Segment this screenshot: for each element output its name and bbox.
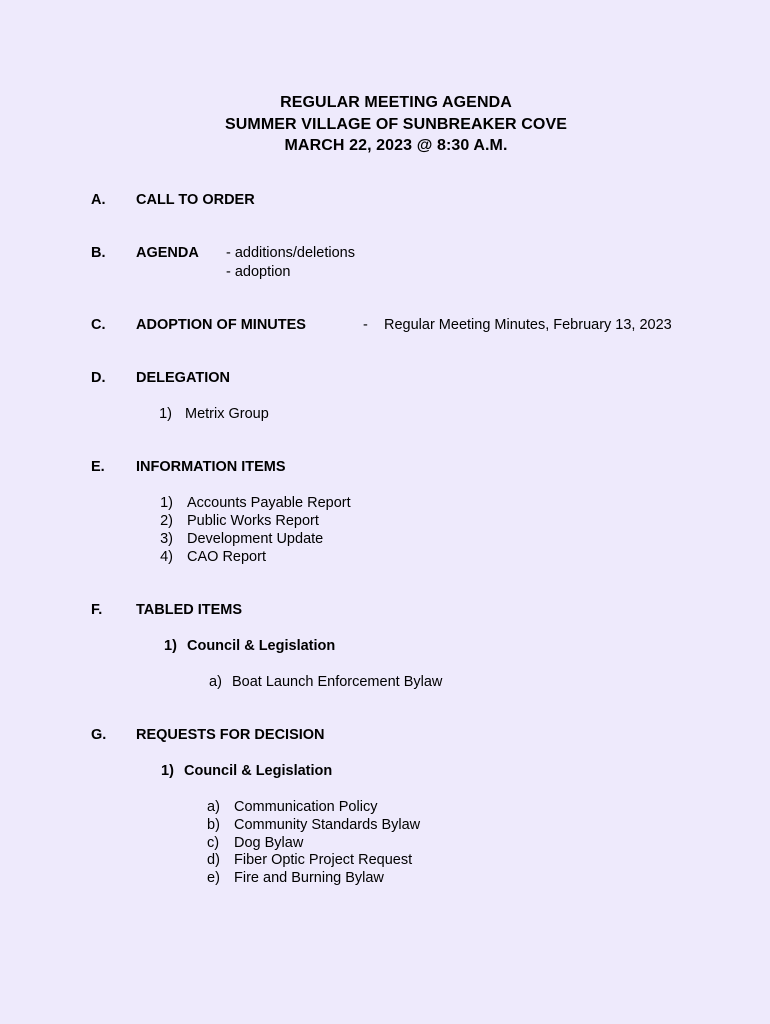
list-item-letter: c): [207, 835, 220, 851]
list-item: Public Works Report: [187, 513, 319, 529]
list-item-number: 1): [160, 495, 173, 511]
section-f-letter: F.: [91, 602, 103, 618]
subsection-heading: Council & Legislation: [187, 638, 336, 654]
subsection-heading: Council & Legislation: [184, 763, 333, 779]
list-item-number: 3): [160, 531, 173, 547]
section-e-letter: E.: [91, 459, 105, 475]
agenda-title: REGULAR MEETING AGENDA: [280, 94, 512, 111]
section-c-heading: ADOPTION OF MINUTES: [136, 317, 306, 333]
list-item: Metrix Group: [185, 406, 269, 422]
list-item: Fire and Burning Bylaw: [234, 870, 384, 886]
list-item: Community Standards Bylaw: [234, 817, 421, 833]
list-item: Communication Policy: [234, 799, 378, 815]
list-item: CAO Report: [187, 549, 266, 565]
list-item-letter: b): [207, 817, 220, 833]
subsection-number: 1): [164, 638, 177, 654]
list-item-letter: a): [207, 799, 220, 815]
section-a-letter: A.: [91, 192, 106, 208]
list-item: Development Update: [187, 531, 324, 547]
section-b-item: - adoption: [226, 264, 291, 280]
subsection-number: 1): [161, 763, 174, 779]
list-item-letter: d): [207, 852, 220, 868]
section-g-heading: REQUESTS FOR DECISION: [136, 727, 325, 743]
section-a-heading: CALL TO ORDER: [136, 192, 255, 208]
list-item-number: 4): [160, 549, 173, 565]
section-c-letter: C.: [91, 317, 106, 333]
section-f-heading: TABLED ITEMS: [136, 602, 243, 618]
list-item: Dog Bylaw: [234, 835, 304, 851]
section-e-heading: INFORMATION ITEMS: [136, 459, 286, 475]
list-item: Fiber Optic Project Request: [234, 852, 413, 868]
section-c-dash: -: [363, 317, 368, 333]
list-item: Boat Launch Enforcement Bylaw: [232, 674, 443, 690]
section-b-item: - additions/deletions: [226, 245, 355, 261]
section-g-letter: G.: [91, 727, 107, 743]
list-item-letter: e): [207, 870, 220, 886]
section-d-letter: D.: [91, 370, 106, 386]
section-b-letter: B.: [91, 245, 106, 261]
list-item-number: 2): [160, 513, 173, 529]
meeting-date: MARCH 22, 2023 @ 8:30 A.M.: [284, 137, 508, 154]
section-b-heading: AGENDA: [136, 245, 199, 261]
section-c-detail: Regular Meeting Minutes, February 13, 2023: [384, 317, 672, 333]
list-item-number: 1): [159, 406, 172, 422]
list-item-letter: a): [209, 674, 222, 690]
list-item: Accounts Payable Report: [187, 495, 351, 511]
section-d-heading: DELEGATION: [136, 370, 230, 386]
organization-name: SUMMER VILLAGE OF SUNBREAKER COVE: [225, 116, 567, 133]
